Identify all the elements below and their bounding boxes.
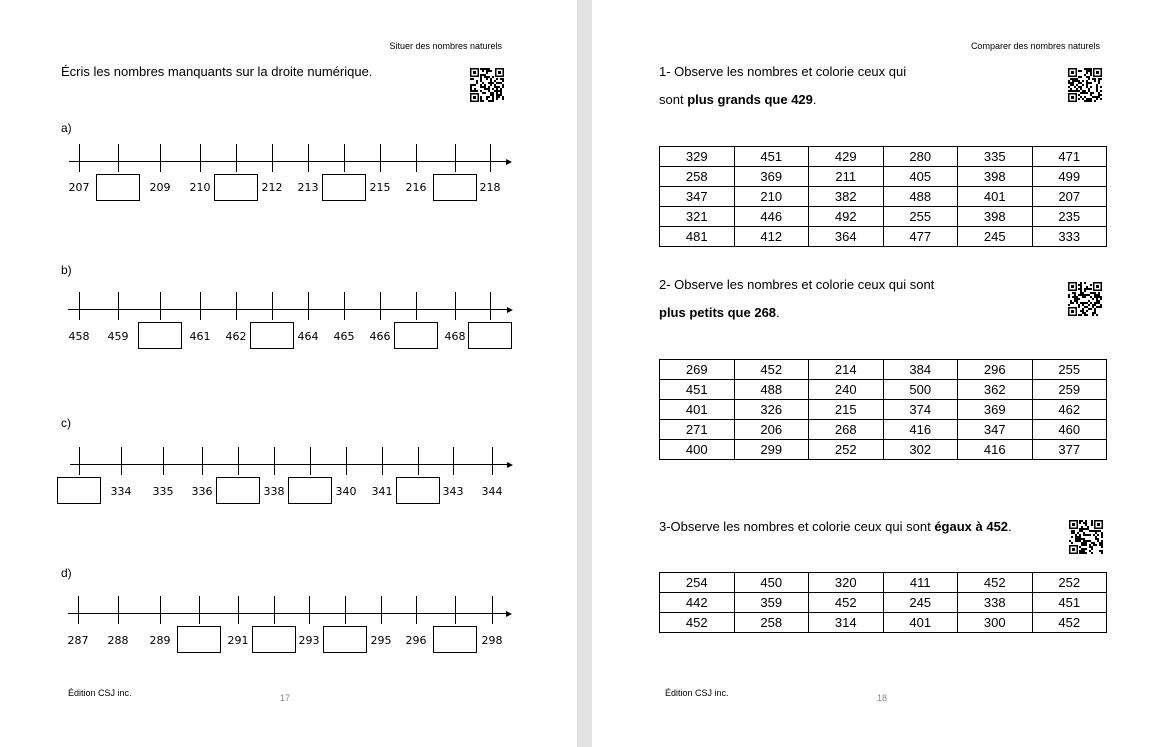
- number-line-axis-b: [68, 309, 507, 310]
- number-label: 289: [149, 634, 171, 647]
- number-label: 334: [110, 485, 132, 498]
- tick-mark: [78, 596, 79, 624]
- instruction: Écris les nombres manquants sur la droite numérique.: [61, 64, 373, 79]
- tick-mark: [380, 292, 381, 320]
- number-cell: 268: [809, 420, 884, 440]
- number-cell: 347: [958, 420, 1033, 440]
- number-cell: 329: [660, 147, 735, 167]
- table-row: [660, 187, 1107, 207]
- number-label: 465: [333, 330, 355, 343]
- tick-mark: [492, 447, 493, 475]
- number-label: 213: [297, 181, 319, 194]
- number-cell: 335: [958, 147, 1033, 167]
- number-cell: 452: [734, 360, 809, 380]
- number-label: 212: [261, 181, 283, 194]
- tick-mark: [380, 144, 381, 172]
- number-line-axis-d: [68, 613, 506, 614]
- number-line-axis-c: [70, 464, 507, 465]
- number-cell: 382: [809, 187, 884, 207]
- tick-mark: [309, 596, 310, 624]
- table-row: [660, 573, 1107, 593]
- number-cell: 252: [1032, 573, 1107, 593]
- number-cell: 471: [1032, 147, 1107, 167]
- answer-box[interactable]: [322, 174, 366, 201]
- tick-mark: [79, 447, 80, 475]
- number-cell: 299: [734, 440, 809, 460]
- answer-box[interactable]: [396, 477, 440, 504]
- number-label: 336: [191, 485, 213, 498]
- number-cell: 400: [660, 440, 735, 460]
- tick-mark: [310, 447, 311, 475]
- number-cell: 462: [1032, 400, 1107, 420]
- number-line-axis-a: [69, 161, 506, 162]
- numbers-table-1: [659, 146, 1107, 247]
- qr-code-icon: [470, 68, 504, 102]
- tick-mark: [236, 292, 237, 320]
- number-label: 340: [335, 485, 357, 498]
- number-cell: 377: [1032, 440, 1107, 460]
- exercise-2-criterion: plus petits que 268.: [659, 305, 780, 320]
- tick-mark: [274, 447, 275, 475]
- number-cell: 411: [883, 573, 958, 593]
- number-label: 216: [405, 181, 427, 194]
- tick-mark: [118, 144, 119, 172]
- tick-mark: [345, 596, 346, 624]
- number-cell: 374: [883, 400, 958, 420]
- tick-mark: [199, 596, 200, 624]
- number-cell: 280: [883, 147, 958, 167]
- arrow-right-icon: [507, 462, 513, 468]
- tick-mark: [453, 447, 454, 475]
- answer-box[interactable]: [433, 174, 477, 201]
- answer-box[interactable]: [57, 477, 101, 504]
- number-cell: 401: [660, 400, 735, 420]
- number-label: 218: [479, 181, 501, 194]
- line-label-a: a): [61, 121, 72, 135]
- tick-mark: [163, 447, 164, 475]
- table-row: [660, 440, 1107, 460]
- answer-box[interactable]: [138, 322, 182, 349]
- page-18: [592, 0, 1169, 747]
- tick-mark: [455, 292, 456, 320]
- number-cell: 252: [809, 440, 884, 460]
- table-row: [660, 360, 1107, 380]
- number-label: 335: [152, 485, 174, 498]
- number-cell: 255: [1032, 360, 1107, 380]
- number-cell: 258: [734, 613, 809, 633]
- number-cell: 269: [660, 360, 735, 380]
- number-cell: 347: [660, 187, 735, 207]
- number-label: 295: [370, 634, 392, 647]
- qr-code-icon: [1069, 520, 1103, 554]
- arrow-right-icon: [506, 611, 512, 617]
- number-cell: 450: [734, 573, 809, 593]
- tick-mark: [455, 144, 456, 172]
- number-label: 288: [107, 634, 129, 647]
- page-header: Situer des nombres naturels: [389, 41, 502, 51]
- number-cell: 258: [660, 167, 735, 187]
- tick-mark: [121, 447, 122, 475]
- number-label: 338: [263, 485, 285, 498]
- number-label: 458: [68, 330, 90, 343]
- tick-mark: [308, 292, 309, 320]
- tick-mark: [79, 144, 80, 172]
- number-cell: 481: [660, 227, 735, 247]
- number-cell: 499: [1032, 167, 1107, 187]
- number-cell: 442: [660, 593, 735, 613]
- answer-box[interactable]: [96, 174, 140, 201]
- tick-mark: [202, 447, 203, 475]
- answer-box[interactable]: [468, 322, 512, 349]
- page-number: 18: [877, 693, 888, 703]
- number-cell: 271: [660, 420, 735, 440]
- number-cell: 214: [809, 360, 884, 380]
- number-cell: 477: [883, 227, 958, 247]
- tick-mark: [492, 596, 493, 624]
- tick-mark: [416, 596, 417, 624]
- number-cell: 401: [883, 613, 958, 633]
- tick-mark: [490, 144, 491, 172]
- number-label: 459: [107, 330, 129, 343]
- answer-box[interactable]: [323, 626, 367, 653]
- tick-mark: [274, 596, 275, 624]
- number-cell: 446: [734, 207, 809, 227]
- line-label-d: d): [61, 566, 72, 580]
- number-label: 462: [225, 330, 247, 343]
- number-cell: 364: [809, 227, 884, 247]
- number-label: 215: [369, 181, 391, 194]
- number-cell: 206: [734, 420, 809, 440]
- number-cell: 452: [1032, 613, 1107, 633]
- tick-mark: [160, 144, 161, 172]
- tick-mark: [200, 292, 201, 320]
- number-cell: 359: [734, 593, 809, 613]
- number-cell: 405: [883, 167, 958, 187]
- number-cell: 451: [734, 147, 809, 167]
- number-label: 296: [405, 634, 427, 647]
- number-cell: 451: [660, 380, 735, 400]
- tick-mark: [272, 144, 273, 172]
- number-cell: 362: [958, 380, 1033, 400]
- number-cell: 488: [734, 380, 809, 400]
- number-cell: 398: [958, 167, 1033, 187]
- number-cell: 488: [883, 187, 958, 207]
- number-label: 341: [371, 485, 393, 498]
- number-cell: 500: [883, 380, 958, 400]
- number-cell: 460: [1032, 420, 1107, 440]
- answer-box[interactable]: [214, 174, 258, 201]
- number-cell: 338: [958, 593, 1033, 613]
- number-cell: 451: [1032, 593, 1107, 613]
- exercise-3-text: 3-Observe les nombres et colorie ceux qui sont égaux à 452.: [659, 519, 1012, 534]
- tick-mark: [344, 144, 345, 172]
- number-cell: 369: [958, 400, 1033, 420]
- number-label: 293: [298, 634, 320, 647]
- tick-mark: [238, 447, 239, 475]
- numbers-table-2: [659, 359, 1107, 460]
- tick-mark: [79, 292, 80, 320]
- tick-mark: [490, 292, 491, 320]
- tick-mark: [118, 596, 119, 624]
- numbers-table-3: [659, 572, 1107, 633]
- line-label-b: b): [61, 263, 72, 277]
- number-cell: 259: [1032, 380, 1107, 400]
- tick-mark: [416, 144, 417, 172]
- number-cell: 492: [809, 207, 884, 227]
- table-row: [660, 380, 1107, 400]
- line-label-c: c): [61, 416, 71, 430]
- tick-mark: [344, 292, 345, 320]
- number-label: 464: [297, 330, 319, 343]
- number-cell: 207: [1032, 187, 1107, 207]
- number-cell: 321: [660, 207, 735, 227]
- number-label: 210: [189, 181, 211, 194]
- qr-code-icon: [1068, 68, 1102, 102]
- number-cell: 245: [883, 593, 958, 613]
- exercise-2-text: 2- Observe les nombres et colorie ceux qui sont: [659, 277, 935, 292]
- number-cell: 452: [809, 593, 884, 613]
- table-row: [660, 613, 1107, 633]
- number-cell: 296: [958, 360, 1033, 380]
- tick-mark: [382, 447, 383, 475]
- page-17: [0, 0, 577, 747]
- number-cell: 211: [809, 167, 884, 187]
- number-label: 466: [369, 330, 391, 343]
- number-cell: 320: [809, 573, 884, 593]
- number-cell: 416: [883, 420, 958, 440]
- arrow-right-icon: [506, 159, 512, 165]
- tick-mark: [308, 144, 309, 172]
- number-cell: 333: [1032, 227, 1107, 247]
- number-cell: 314: [809, 613, 884, 633]
- number-label: 287: [67, 634, 89, 647]
- tick-mark: [346, 447, 347, 475]
- number-label: 209: [149, 181, 171, 194]
- tick-mark: [236, 144, 237, 172]
- number-label: 461: [189, 330, 211, 343]
- number-cell: 326: [734, 400, 809, 420]
- tick-mark: [455, 596, 456, 624]
- number-label: 298: [481, 634, 503, 647]
- number-cell: 215: [809, 400, 884, 420]
- number-cell: 245: [958, 227, 1033, 247]
- number-cell: 210: [734, 187, 809, 207]
- table-row: [660, 227, 1107, 247]
- arrow-right-icon: [507, 307, 513, 313]
- table-row: [660, 400, 1107, 420]
- number-cell: 452: [958, 573, 1033, 593]
- number-label: 344: [481, 485, 503, 498]
- answer-box[interactable]: [433, 626, 477, 653]
- tick-mark: [238, 596, 239, 624]
- number-cell: 300: [958, 613, 1033, 633]
- footer-publisher: Édition CSJ inc.: [665, 688, 729, 698]
- answer-box[interactable]: [216, 477, 260, 504]
- number-cell: 384: [883, 360, 958, 380]
- exercise-1-text: 1- Observe les nombres et colorie ceux qui: [659, 64, 907, 79]
- tick-mark: [272, 292, 273, 320]
- tick-mark: [418, 447, 419, 475]
- number-cell: 412: [734, 227, 809, 247]
- table-row: [660, 207, 1107, 227]
- number-cell: 240: [809, 380, 884, 400]
- tick-mark: [118, 292, 119, 320]
- answer-box[interactable]: [177, 626, 221, 653]
- number-cell: 255: [883, 207, 958, 227]
- exercise-1-criterion: sont plus grands que 429.: [659, 92, 817, 107]
- answer-box[interactable]: [394, 322, 438, 349]
- footer-publisher: Édition CSJ inc.: [68, 688, 132, 698]
- number-cell: 254: [660, 573, 735, 593]
- number-cell: 369: [734, 167, 809, 187]
- number-cell: 235: [1032, 207, 1107, 227]
- number-cell: 416: [958, 440, 1033, 460]
- number-cell: 401: [958, 187, 1033, 207]
- answer-box[interactable]: [252, 626, 296, 653]
- number-cell: 398: [958, 207, 1033, 227]
- tick-mark: [200, 144, 201, 172]
- answer-box[interactable]: [250, 322, 294, 349]
- table-row: [660, 420, 1107, 440]
- tick-mark: [160, 596, 161, 624]
- table-row: [660, 147, 1107, 167]
- tick-mark: [381, 596, 382, 624]
- tick-mark: [160, 292, 161, 320]
- page-header: Comparer des nombres naturels: [970, 41, 1100, 51]
- number-cell: 452: [660, 613, 735, 633]
- table-row: [660, 593, 1107, 613]
- number-label: 343: [442, 485, 464, 498]
- page-number: 17: [280, 693, 291, 703]
- page-gutter: [577, 0, 592, 747]
- number-cell: 302: [883, 440, 958, 460]
- qr-code-icon: [1068, 282, 1102, 316]
- number-label: 468: [444, 330, 466, 343]
- number-label: 291: [227, 634, 249, 647]
- number-label: 207: [68, 181, 90, 194]
- tick-mark: [416, 292, 417, 320]
- number-cell: 429: [809, 147, 884, 167]
- answer-box[interactable]: [288, 477, 332, 504]
- table-row: [660, 167, 1107, 187]
